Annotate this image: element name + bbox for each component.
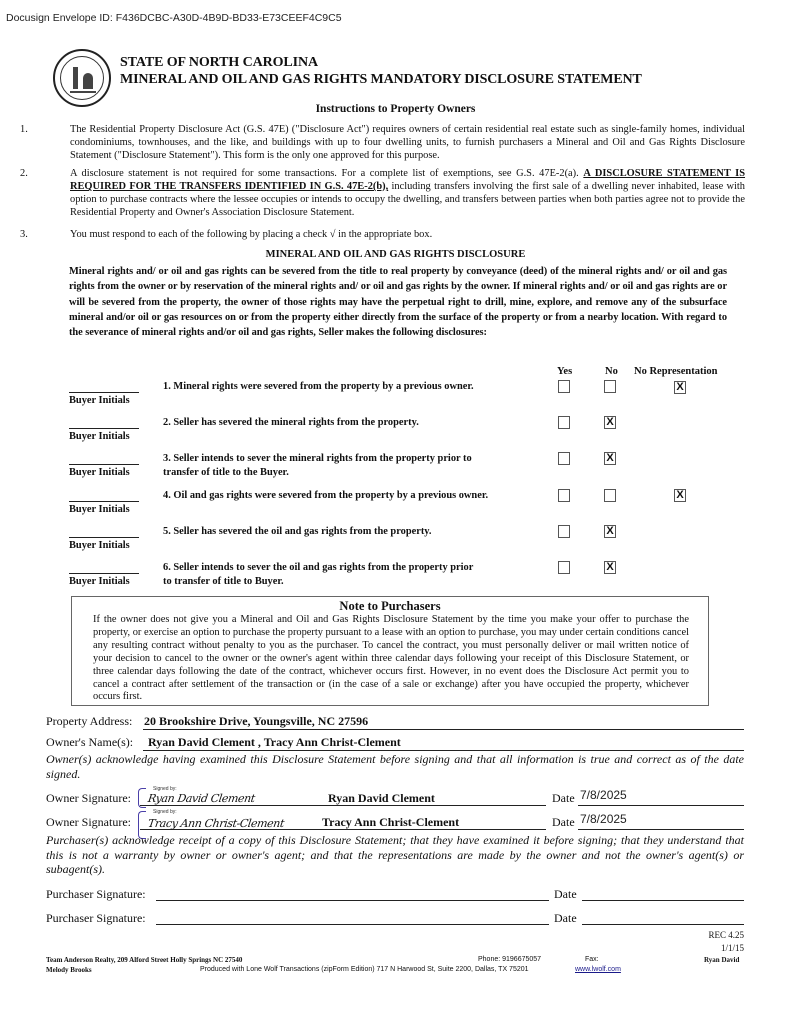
buyer-initials-line[interactable] <box>69 501 139 502</box>
purchaser-acknowledgement: Purchaser(s) acknowledge receipt of a copy of this Disclosure Statement; that they have examined it before signing; that they understand that this is not a warranty by owner or owner's agent; and that the representations are made by the owner and not the owner's agent(s) or subagent(s). <box>46 833 744 876</box>
buyer-initials-line[interactable] <box>69 537 139 538</box>
date-label: Date <box>554 911 577 925</box>
buyer-initials-label: Buyer Initials <box>69 540 130 551</box>
question-4: 4. Oil and gas rights were severed from the property by a previous owner. <box>163 490 489 501</box>
purchaser-date-line-1[interactable] <box>582 900 744 901</box>
question-1: 1. Mineral rights were severed from the property by a previous owner. <box>163 381 474 392</box>
question-6: 6. Seller intends to sever the oil and gas rights from the property prior to transfer of title to Buyer. <box>163 562 474 587</box>
question-5: 5. Seller has severed the oil and gas rights from the property. <box>163 526 432 537</box>
q6-no-checkbox[interactable]: X <box>604 561 616 574</box>
q1-no-representation-checkbox[interactable]: X <box>674 381 686 394</box>
agent-name: Melody Brooks <box>46 966 92 974</box>
docusign-envelope-id: Docusign Envelope ID: F436DCBC-A30D-4B9D-BD33-E73CEEF4C9C5 <box>6 12 342 24</box>
purchaser-signature-label: Purchaser Signature: <box>46 887 146 901</box>
q1-yes-checkbox[interactable] <box>558 380 570 393</box>
owner-date-2[interactable]: 7/8/2025 <box>580 812 627 826</box>
owner-signature-2[interactable]: Tracy Ann Christ-Clement <box>147 817 285 830</box>
docusign-signature-bracket <box>138 788 146 808</box>
buyer-initials-label: Buyer Initials <box>69 395 130 406</box>
column-no-representation: No Representation <box>634 366 718 377</box>
q2-no-checkbox[interactable]: X <box>604 416 616 429</box>
signed-by-tag: Signed by: <box>153 786 177 792</box>
buyer-initials-label: Buyer Initials <box>69 576 130 587</box>
note-title: Note to Purchasers <box>339 599 441 613</box>
instructions-heading: Instructions to Property Owners <box>315 103 476 115</box>
q1-no-checkbox[interactable] <box>604 380 616 393</box>
column-no: No <box>605 366 618 377</box>
date-line <box>578 829 744 830</box>
owners-name-line <box>143 750 744 751</box>
state-title: STATE OF NORTH CAROLINA <box>120 55 319 70</box>
buyer-initials-label: Buyer Initials <box>69 467 130 478</box>
purchaser-date-line-2[interactable] <box>582 924 744 925</box>
phone: Phone: 9196675057 <box>478 956 542 963</box>
owner-signature-label: Owner Signature: <box>46 815 131 829</box>
brokerage-info: Team Anderson Realty, 209 Alford Street Holly Springs NC 27540 <box>46 956 243 964</box>
owner-signature-1[interactable]: Ryan David Clement <box>147 792 256 805</box>
owner-printed-name-1: Ryan David Clement <box>328 791 435 805</box>
date-line <box>578 805 744 806</box>
q3-yes-checkbox[interactable] <box>558 452 570 465</box>
question-2: 2. Seller has severed the mineral rights from the property. <box>163 417 419 428</box>
instruction-item-1: 1. The Residential Property Disclosure Act (G.S. 47E) ("Disclosure Act") requires owners of certain residential real estate such as single-family homes, individual condominiums, townhouses, and the like, and buildings with up to four dwelling units, to furnish purchasers a Mineral and Oil and Gas Rights Disclosure Statement ("Disclosure Statement"). This form is the only one approved for this purpose. <box>20 124 745 161</box>
purchaser-signature-label: Purchaser Signature: <box>46 911 146 925</box>
question-3: 3. Seller intends to sever the mineral rights from the property prior to transfer of title to the Buyer. <box>163 453 472 478</box>
form-date: 1/1/15 <box>720 943 744 953</box>
purchaser-signature-line-2[interactable] <box>156 924 549 925</box>
buyer-initials-line[interactable] <box>69 392 139 393</box>
owner-printed-name-2: Tracy Ann Christ-Clement <box>322 815 460 829</box>
buyer-initials-label: Buyer Initials <box>69 504 130 515</box>
q6-yes-checkbox[interactable] <box>558 561 570 574</box>
instruction-item-3: 3. You must respond to each of the following by placing a check √ in the appropriate box. <box>20 229 433 240</box>
signed-by-tag: Signed by: <box>153 809 177 815</box>
disclosure-heading: MINERAL AND OIL AND GAS RIGHTS DISCLOSURE <box>265 249 526 260</box>
property-address-line <box>143 729 744 730</box>
produced-by: Produced with Lone Wolf Transactions (zipForm Edition) 717 N Harwood St, Suite 2200, Dallas, TX 75201 <box>200 966 529 973</box>
date-label: Date <box>554 887 577 901</box>
q3-no-checkbox[interactable]: X <box>604 452 616 465</box>
note-to-purchasers-box <box>71 596 709 706</box>
column-yes: Yes <box>557 366 573 377</box>
required-transfers-notice: A DISCLOSURE STATEMENT IS REQUIRED FOR THE TRANSFERS IDENTIFIED IN G.S. 47E-2(b), <box>70 168 746 192</box>
lwolf-link[interactable]: www.lwolf.com <box>575 966 621 973</box>
form-id: REC 4.25 <box>708 930 744 940</box>
property-address-value[interactable]: 20 Brookshire Drive, Youngsville, NC 27596 <box>144 714 369 728</box>
owner-acknowledgement: Owner(s) acknowledge having examined this Disclosure Statement before signing and that all information is true and correct as of the date signed. <box>46 752 744 781</box>
date-label: Date <box>552 791 575 805</box>
buyer-initials-line[interactable] <box>69 573 139 574</box>
property-address-label: Property Address: <box>46 714 133 728</box>
owner-date-1[interactable]: 7/8/2025 <box>580 788 627 802</box>
date-label: Date <box>552 815 575 829</box>
q2-yes-checkbox[interactable] <box>558 416 570 429</box>
purchaser-signature-line-1[interactable] <box>156 900 549 901</box>
owners-name-value[interactable]: Ryan David Clement , Tracy Ann Christ-Clement <box>148 735 401 749</box>
form-title: MINERAL AND OIL AND GAS RIGHTS MANDATORY DISCLOSURE STATEMENT <box>120 72 642 87</box>
buyer-initials-label: Buyer Initials <box>69 431 130 442</box>
q4-yes-checkbox[interactable] <box>558 489 570 502</box>
client-name: Ryan David <box>704 956 740 964</box>
owners-name-label: Owner's Name(s): <box>46 735 134 749</box>
q5-no-checkbox[interactable]: X <box>604 525 616 538</box>
buyer-initials-line[interactable] <box>69 428 139 429</box>
nc-seal-icon <box>53 49 111 107</box>
note-text: If the owner does not give you a Mineral and Oil and Gas Rights Disclosure Statement by the time you make your offer to purchase the property, or exercise an option to purchase the property pursuant to a lease with an option to purchase, you may under certain conditions cancel any resulting contract without penalty to you as the purchaser. To cancel the contract, you must personally deliver or mail written notice of your decision to cancel to the owner or the owner's agent within three calendar days following your receipt of this Disclosure Statement, or three calendar days following the date of the contract, whichever occurs first. However, in no event does the Disclosure Act permit you to cancel a contract after settlement of the transaction or (in the case of a sale or exchange) after you have occupied the property, whichever occurs first. <box>93 614 689 703</box>
q4-no-representation-checkbox[interactable]: X <box>674 489 686 502</box>
q5-yes-checkbox[interactable] <box>558 525 570 538</box>
disclosure-paragraph: Mineral rights and/ or oil and gas rights can be severed from the title to real property by conveyance (deed) of the mineral rights and/ or oil and gas rights from the owner or by reservation of the mineral rights and/ or oil and gas rights by the owner. If mineral rights and/ or oil and gas rights are or will be severed from the property, the owner of those rights may have the perpetual right to drill, mine, explore, and remove any of the subsurface mineral and/or oil or gas resources on or from the property either directly from the surface of the property or from a nearby location. With regard to the severance of mineral rights and/or oil and gas rights, Seller makes the following disclosures: <box>69 266 727 339</box>
instruction-item-2: 2. A disclosure statement is not required for some transactions. For a complete list of exemptions, see G.S. 47E-2(a). A DISCLOSURE STATEMENT IS REQUIRED FOR THE TRANSFERS IDENTIFIED IN G.S. 47E-2(b), including transfers involving the first sale of a dwelling never inhabited, lease with option to purchase contracts where the lessee occupies or intends to occupy the dwelling, and transfers between parties when both parties agree not to provide the Residential Property and Owner's Association Disclosure Statement. <box>20 168 746 218</box>
buyer-initials-line[interactable] <box>69 464 139 465</box>
owner-signature-label: Owner Signature: <box>46 791 131 805</box>
q4-no-checkbox[interactable] <box>604 489 616 502</box>
fax: Fax: <box>585 956 599 963</box>
